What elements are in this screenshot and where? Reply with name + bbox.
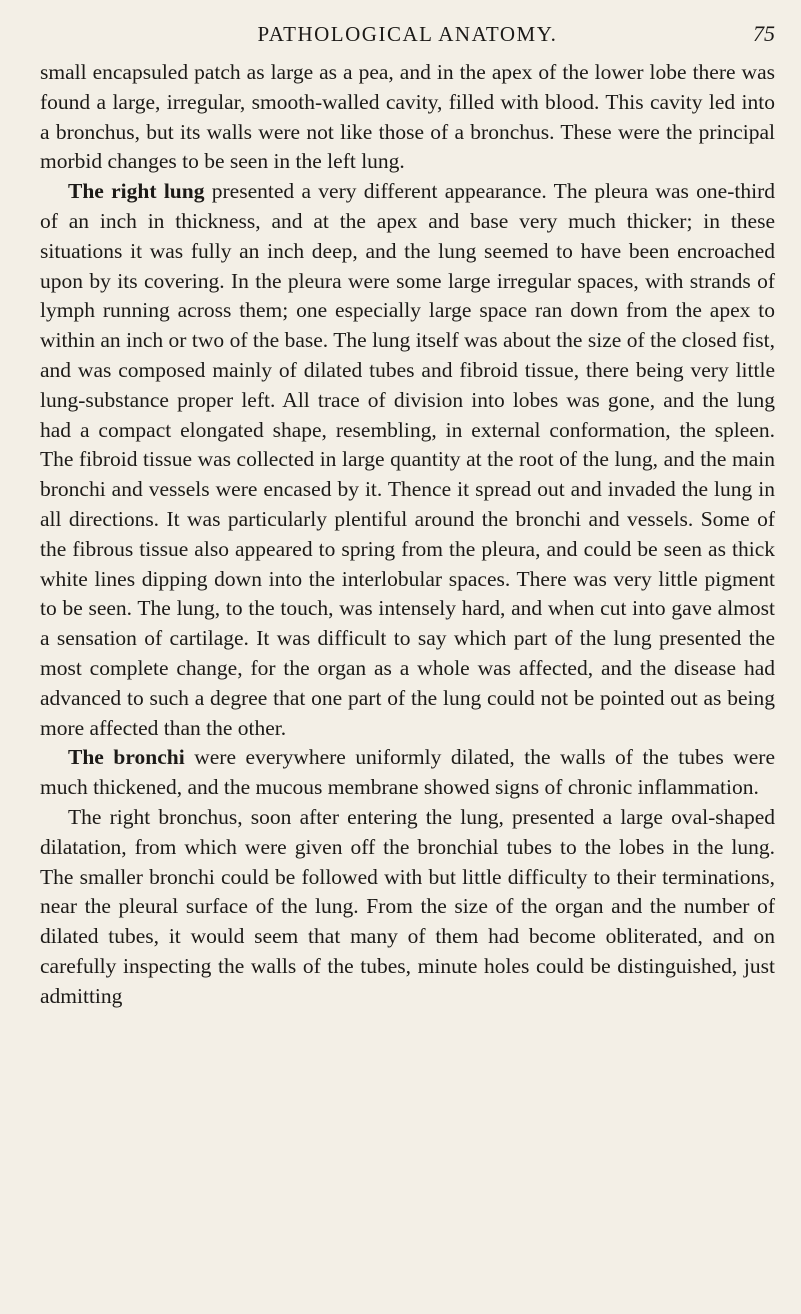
paragraph-bronchi [40,743,775,803]
paragraph-lead: The bronchi [68,745,185,770]
paragraph-text: The right bronchus, soon after entering the lung, presented a large oval-shaped dilatation, from which were given off the bronchial tubes to the lobes in the lung. The smaller bronchi could be followed with but little difficulty to their terminations, near the pleural surface of the lung. From the size of the organ and the number of dilated tubes, it would seem that many of them had become obliterated, and on carefully inspecting the walls of the tubes, minute holes could be distinguished, just admitting [40,804,775,1008]
paragraph-text: were everywhere uniformly dilated, the walls of the tubes were much thickened, and the mucous membrane showed signs of chronic inflammation. [40,745,776,800]
page-header [40,18,775,50]
paragraph-continuation [40,58,775,177]
paragraph-text: small encapsuled patch as large as a pea, and in the apex of the lower lobe there was found a large, irregular, smooth-walled cavity, filled with blood. This cavity led into a bronchus, but its walls were not like those of a bronchus. These were the principal morbid changes to be seen in the left lung. [40,60,775,174]
running-title: PATHOLOGICAL ANATOMY. [257,22,558,46]
body-text [40,58,775,1012]
paragraph-text: presented a very different appearance. The pleura was one-third of an inch in thickness, and at the apex and base very much thicker; in these situations it was fully an inch deep, and the lung seemed to have been encroached upon by its covering. In the pleura were some large irregular spaces, with strands of lymph running across them; one especially large space ran down from the apex to within an inch or two of the base. The lung itself was about the size of the closed fist, and was composed mainly of dilated tubes and fibroid tissue, there being very little lung-substance proper left. All trace of division into lobes was gone, and the lung had a compact elongated shape, resembling, in external conformation, the spleen. The fibroid tissue was collected in large quantity at the root of the lung, and the main bronchi and vessels were encased by it. Thence it spread out and invaded the lung in all directions. It was particularly plentiful around the bronchi and vessels. Some of the fibrous tissue also appeared to spring from the pleura, and could be seen as thick white lines dipping down into the interlobular spaces. There was very little pigment to be seen. The lung, to the touch, was intensely hard, and when cut into gave almost a sensation of cartilage. It was difficult to say which part of the lung presented the most complete change, for the organ as a whole was affected, and the disease had advanced to such a degree that one part of the lung could not be pointed out as being more affected than the other. [40,179,775,740]
paragraph-lead: The right lung [68,179,205,204]
page-number: 75 [753,21,775,46]
paragraph-right-bronchus [40,803,775,1012]
paragraph-right-lung [40,177,775,743]
